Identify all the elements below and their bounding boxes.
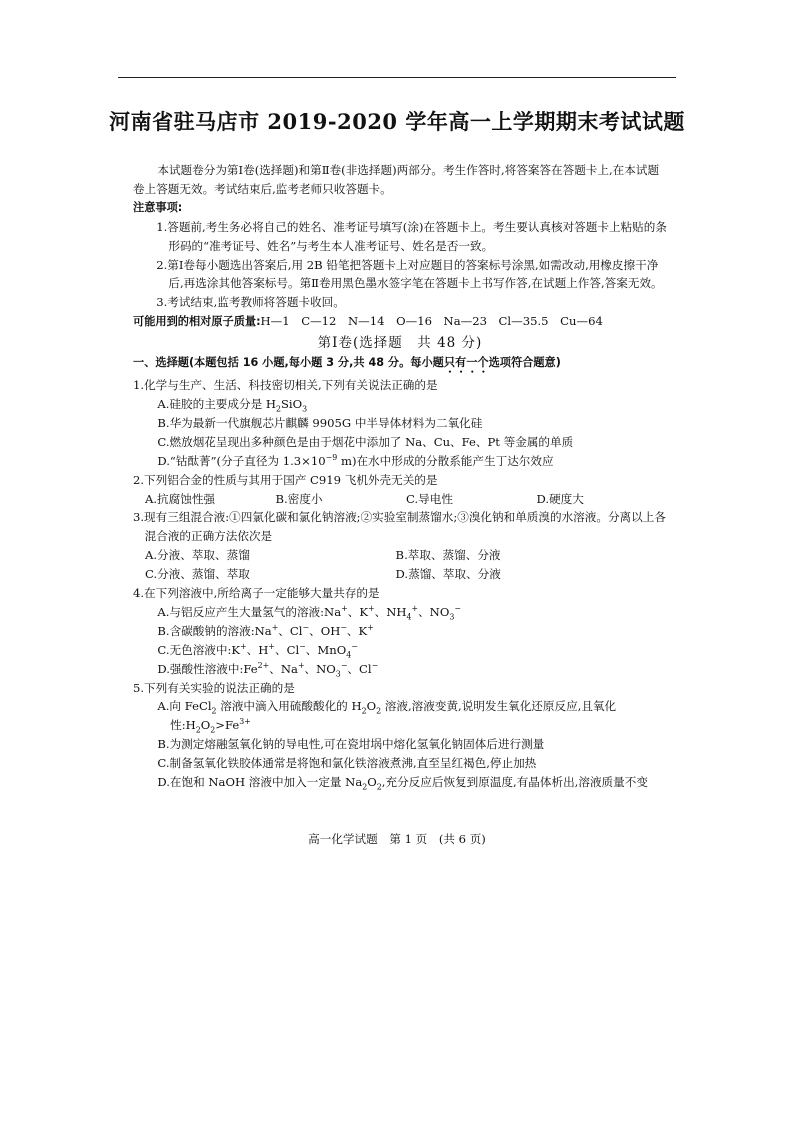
question-2-option-d: D.硬度大 (536, 491, 584, 506)
question-5-option-d (146, 773, 667, 792)
text: D.强酸性溶液中:Fe (157, 661, 258, 676)
atomic-mass-label: 可能用到的相对原子质量: (133, 315, 261, 329)
text: SiO (280, 396, 303, 411)
text: 、NO (418, 604, 450, 619)
text: 、K (346, 623, 368, 638)
question-4-option-a (146, 603, 667, 622)
text: ,充分反应后恢复到原温度,有晶体析出,溶液质量不变 (381, 775, 648, 790)
question-2-option-c: C.导电性 (406, 491, 453, 506)
text: m)在水中形成的分散系能产生丁达尔效应 (337, 453, 554, 468)
sup: − (340, 622, 347, 632)
header-rule (118, 77, 676, 78)
notice-item: 2.第Ⅰ卷每小题选出答案后,用 2B 铅笔把答题卡上对应题目的答案标号涂黑,如需改动,用橡皮擦干净后,再选涂其他答案标号。第Ⅱ卷用黑色墨水签字笔在答题卡上书写作答,在试题上作答,答案无效。 (156, 257, 663, 291)
section-title: 第Ⅰ卷(选择题 共 48 分) (317, 335, 483, 352)
text: 、Na (269, 661, 298, 676)
text: D.“钴酞菁”(分子直径为 1.3×10 (157, 453, 326, 468)
sup: − (371, 660, 379, 670)
question-4-stem: 4.在下列溶液中,所给离子一定能够大量共存的是 (133, 586, 380, 601)
text: B.含碳酸钠的溶液:Na (157, 623, 272, 638)
sup: − (340, 660, 348, 670)
text: D.在饱和 NaOH 溶液中加入一定量 Na (157, 775, 363, 790)
sup: + (268, 641, 275, 651)
question-3-option-d: D.蒸馏、萃取、分液 (395, 567, 501, 582)
question-3-option-a: A.分液、萃取、蒸馏 (145, 548, 250, 563)
sub: 2 (361, 706, 367, 716)
question-3-options-row1 (133, 546, 667, 565)
sub: 4 (406, 612, 412, 622)
sup: 3+ (239, 717, 251, 727)
exam-content (133, 161, 667, 792)
sub: 3 (302, 404, 308, 414)
question-1-option-a (146, 395, 667, 414)
sub: 4 (346, 650, 352, 660)
sub: 2 (275, 404, 281, 414)
sub: 2 (210, 725, 216, 735)
sup: 2+ (257, 660, 270, 670)
question-1-option-b: B.华为最新一代旗舰芯片麒麟 9905G 中半导体材料为二氧化硅 (157, 415, 483, 430)
text: 、H (246, 642, 269, 657)
question-2-options (133, 490, 667, 509)
text: 、MnO (305, 642, 347, 657)
sup: + (271, 622, 279, 632)
sup: + (367, 604, 375, 614)
text: >Fe (215, 718, 240, 733)
question-2-option-b: B.密度小 (275, 491, 323, 506)
notice-heading: 注意事项: (133, 200, 183, 214)
text: 溶液,溶液变黄,说明发生氧化还原反应,且氧化性:H (170, 699, 617, 733)
page-footer: 高一化学试题 第 1 页 (共 6 页) (308, 832, 486, 846)
intro-paragraph: 本试题卷分为第Ⅰ卷(选择题)和第Ⅱ卷(非选择题)两部分。考生作答时,将答案答在答题卡上,在本试题卷上答题无效。考试结束后,监考老师只收答题卡。 (133, 163, 660, 196)
question-5-option-a (146, 697, 667, 735)
question-3-option-c: C.分液、蒸馏、萃取 (145, 567, 250, 582)
question-2-stem: 2.下列铝合金的性质与其用于国产 C919 飞机外壳无关的是 (133, 472, 438, 487)
text: 、K (347, 604, 368, 619)
question-4-option-d (146, 660, 667, 679)
text: C.无色溶液中:K (157, 642, 241, 657)
sup: + (411, 604, 419, 614)
sup: + (240, 641, 247, 651)
sup: − (351, 641, 358, 651)
text: 、NO (304, 661, 336, 676)
sub: 2 (376, 706, 382, 716)
instr-main: 一、选择题(本题包括 16 小题,每小题 3 分,共 48 分。每小题 (133, 356, 444, 370)
sup: + (341, 604, 348, 614)
question-3-options-row2 (133, 565, 667, 584)
question-5-option-c: C.制备氢氧化铁胶体通常是将饱和氯化铁溶液煮沸,直至呈红褐色,停止加热 (157, 756, 537, 771)
notice-item: 1.答题前,考生务必将自己的姓名、准考证号填写(涂)在答题卡上。考生要认真核对答题卡上粘贴的条形码的“准考证号、姓名”与考生本人准考证号、姓名是否一致。 (156, 219, 667, 253)
notice-item: 3.考试结束,监考教师将答题卡收回。 (156, 295, 345, 310)
question-1-option-d (146, 452, 667, 471)
text: A.硅胶的主要成分是 H (157, 396, 276, 411)
sup: − (299, 641, 306, 651)
text: O (366, 699, 377, 714)
question-1-option-c: C.燃放烟花呈现出多种颜色是由于烟花中添加了 Na、Cu、Fe、Pt 等金属的单质 (157, 434, 574, 449)
sub: 2 (376, 782, 382, 792)
sup: − (302, 622, 310, 632)
instr-tail: 选项符合题意) (488, 356, 561, 370)
question-5-option-b: B.为测定熔融氢氧化钠的导电性,可在瓷坩埚中熔化氢氧化钠固体后进行测量 (157, 737, 545, 752)
text: 、Cl (274, 642, 300, 657)
question-4-option-b (146, 622, 667, 641)
text: A.与铝反应产生大量氢气的溶液:Na (157, 604, 342, 619)
question-3-stem: 3.现有三组混合液:①四氯化碳和氯化钠溶液;②实验室制蒸馏水;③溴化钠和单质溴的水溶液。分离以上各混合液的正确方法依次是 (133, 510, 666, 544)
sub: 2 (362, 782, 368, 792)
page-title: 河南省驻马店市 2019-2020 学年高一上学期期末考试试题 (109, 109, 685, 134)
sup: − (454, 604, 461, 614)
question-3-option-b: B.萃取、蒸馏、分液 (395, 548, 501, 563)
text: O (367, 775, 377, 790)
sub: 2 (211, 706, 217, 716)
text: A.向 FeCl (157, 699, 212, 714)
choice-instructions (133, 354, 667, 376)
text: O (200, 718, 211, 733)
atomic-mass-values: H—1 C—12 N—14 O—16 Na—23 Cl—35.5 Cu—64 (260, 314, 603, 329)
question-1-stem: 1.化学与生产、生活、科技密切相关,下列有关说法正确的是 (133, 378, 438, 393)
text: 、OH (309, 623, 341, 638)
instr-emphasis: 只有一个 (443, 356, 489, 370)
sup: + (367, 622, 374, 632)
atomic-mass-line (133, 312, 667, 332)
sup: + (297, 660, 305, 670)
text: 、NH (374, 604, 407, 619)
text: 、Cl (347, 661, 372, 676)
text: 、Cl (278, 623, 303, 638)
text: 溶液中滴入用硫酸酸化的 H (216, 699, 362, 714)
question-2-option-a: A.抗腐蚀性强 (145, 491, 216, 506)
question-5-stem: 5.下列有关实验的说法正确的是 (133, 680, 295, 695)
sub: 3 (335, 668, 341, 678)
question-4-option-c (146, 641, 667, 660)
sub: 2 (195, 725, 201, 735)
sub: 3 (449, 612, 455, 622)
sup: −9 (325, 452, 338, 462)
